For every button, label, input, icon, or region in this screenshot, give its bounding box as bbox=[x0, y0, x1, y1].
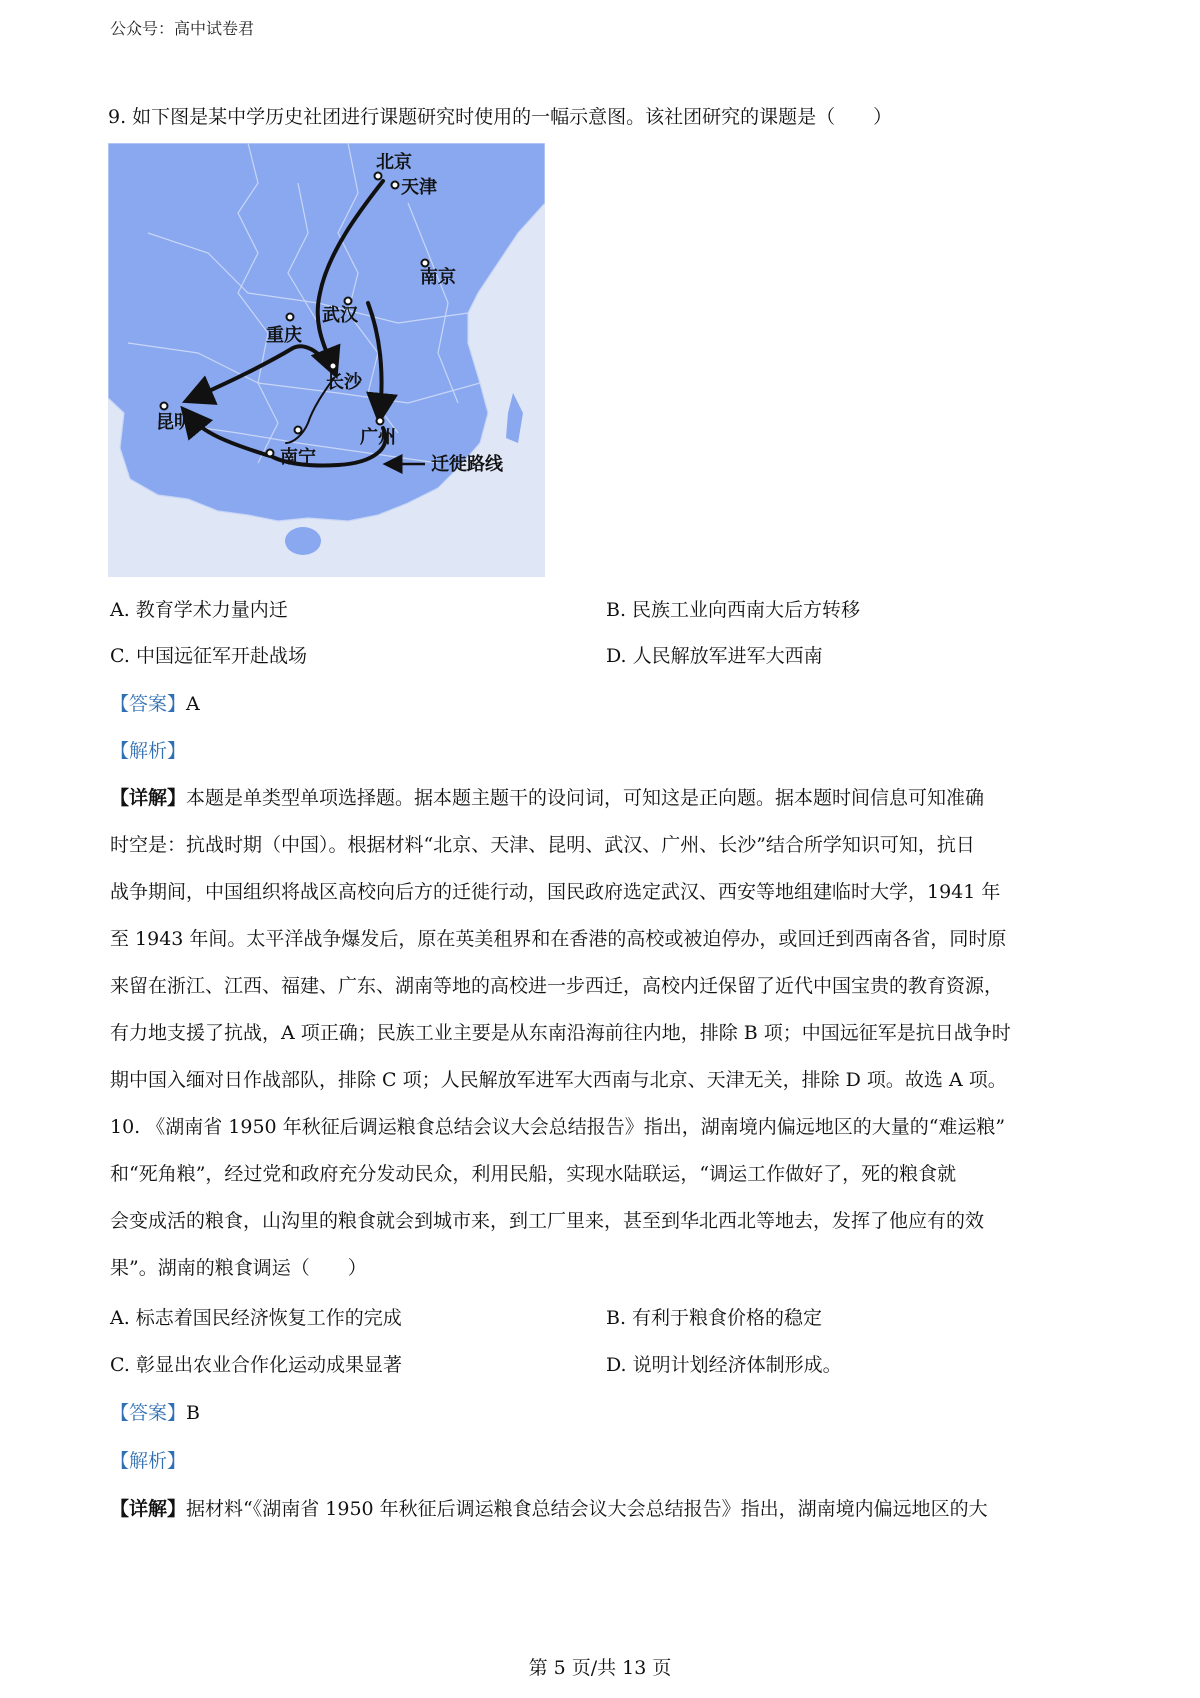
hainan-island bbox=[285, 527, 321, 555]
q10-answer-value: B bbox=[186, 1402, 200, 1424]
q10-analysis bbox=[110, 1448, 186, 1474]
q9-detail-line-4: 至 1943 年间。太平洋战争爆发后，原在英美租界和在香港的高校或被迫停办，或回迁到西南各省，同时原 bbox=[110, 928, 1007, 950]
city-label-beijing: 北京 bbox=[376, 152, 412, 173]
city-marker-beijing bbox=[375, 173, 382, 180]
legend-label: 迁徙路线 bbox=[431, 454, 503, 475]
q9-answer-tag: 【答案】 bbox=[110, 693, 187, 715]
city-marker-tianjin bbox=[392, 182, 399, 189]
q10-analysis-tag: 【解析】 bbox=[110, 1450, 187, 1472]
city-marker-nanning bbox=[267, 450, 274, 457]
page-header: 公众号：高中试卷君 bbox=[110, 19, 255, 38]
map-figure bbox=[108, 143, 545, 577]
q9-analysis bbox=[110, 738, 186, 764]
q9-analysis-tag: 【解析】 bbox=[110, 740, 187, 762]
q10-stem-line-3: 会变成活的粮食，山沟里的粮食就会到城市来，到工厂里来，甚至到华北西北等地去，发挥了他应有的效 bbox=[110, 1210, 985, 1232]
city-marker-nanjing bbox=[422, 260, 429, 267]
q9-detail-line-6: 有力地支援了抗战，A 项正确；民族工业主要是从东南沿海前往内地，排除 B 项；中国远征军是抗日战争时 bbox=[110, 1022, 1011, 1044]
q9-detail-text-1: 本题是单类型单项选择题。据本题主题干的设问词，可知这是正向题。据本题时间信息可知准确 bbox=[186, 787, 985, 809]
city-label-wuhan: 武汉 bbox=[322, 305, 358, 326]
q9-detail-line-7: 期中国入缅对日作战部队，排除 C 项；人民解放军进军大西南与北京、天津无关，排除 D 项。故选 A 项。 bbox=[110, 1069, 1007, 1091]
q10-option-c: C. 彰显出农业合作化运动成果显著 bbox=[110, 1354, 402, 1376]
q9-detail-line-3: 战争期间，中国组织将战区高校向后方的迁徙行动，国民政府选定武汉、西安等地组建临时大学，1941 年 bbox=[110, 881, 1001, 903]
q9-detail-line-2: 时空是：抗战时期（中国）。根据材料“北京、天津、昆明、武汉、广州、长沙”结合所学知识可知，抗日 bbox=[110, 834, 975, 856]
q9-option-d: D. 人民解放军进军大西南 bbox=[606, 645, 823, 667]
city-label-guangzhou: 广州 bbox=[360, 427, 396, 448]
city-label-nanning: 南宁 bbox=[280, 447, 316, 468]
q9-detail-line-1 bbox=[110, 785, 984, 811]
city-marker-wuhan bbox=[345, 298, 352, 305]
city-marker-chongqing bbox=[287, 314, 294, 321]
page-footer: 第 5 页/共 13 页 bbox=[528, 1657, 672, 1679]
q10-stem-line-2: 和“死角粮”，经过党和政府充分发动民众，利用民船，实现水陆联运，“调运工作做好了，死的粮食就 bbox=[110, 1163, 957, 1185]
q9-detail-line-5: 来留在浙江、江西、福建、广东、湖南等地的高校进一步西迁，高校内迁保留了近代中国宝贵的教育资源， bbox=[110, 975, 1004, 997]
city-marker-guangzhou bbox=[377, 418, 384, 425]
q9-option-b: B. 民族工业向西南大后方转移 bbox=[606, 599, 861, 621]
city-label-nanjing: 南京 bbox=[420, 267, 456, 288]
city-label-tianjin: 天津 bbox=[401, 177, 437, 198]
city-marker-changsha bbox=[330, 363, 337, 370]
city-label-changsha: 长沙 bbox=[326, 372, 362, 393]
q10-option-b: B. 有利于粮食价格的稳定 bbox=[606, 1307, 823, 1329]
migration-map bbox=[108, 143, 545, 577]
city-marker-nanning-inner bbox=[295, 427, 302, 434]
q10-stem-line-1: 10. 《湖南省 1950 年秋征后调运粮食总结会议大会总结报告》指出，湖南境内偏远地区的大量的“难运粮” bbox=[110, 1116, 1006, 1138]
q9-option-c: C. 中国远征军开赴战场 bbox=[110, 645, 307, 667]
q10-answer-tag: 【答案】 bbox=[110, 1402, 187, 1424]
q9-option-a: A. 教育学术力量内迁 bbox=[110, 599, 288, 621]
q9-detail-tag: 【详解】 bbox=[110, 787, 187, 809]
q10-detail-tag: 【详解】 bbox=[110, 1498, 187, 1520]
city-label-kunming: 昆明 bbox=[156, 412, 192, 433]
q10-option-a: A. 标志着国民经济恢复工作的完成 bbox=[110, 1307, 402, 1329]
q9-answer-value: A bbox=[186, 693, 200, 715]
city-label-chongqing: 重庆 bbox=[266, 325, 302, 346]
city-marker-kunming bbox=[161, 403, 168, 410]
question-9-stem: 9. 如下图是某中学历史社团进行课题研究时使用的一幅示意图。该社团研究的课题是（ ） bbox=[108, 106, 893, 128]
q9-answer bbox=[110, 691, 200, 717]
q10-detail-line-1 bbox=[110, 1496, 988, 1522]
q10-option-d: D. 说明计划经济体制形成。 bbox=[606, 1354, 842, 1376]
q10-detail-text-1: 据材料“《湖南省 1950 年秋征后调运粮食总结会议大会总结报告》指出，湖南境内偏远地区的大 bbox=[186, 1498, 988, 1520]
q10-answer bbox=[110, 1400, 200, 1426]
q10-stem-line-4: 果”。湖南的粮食调运（ ） bbox=[110, 1257, 367, 1279]
